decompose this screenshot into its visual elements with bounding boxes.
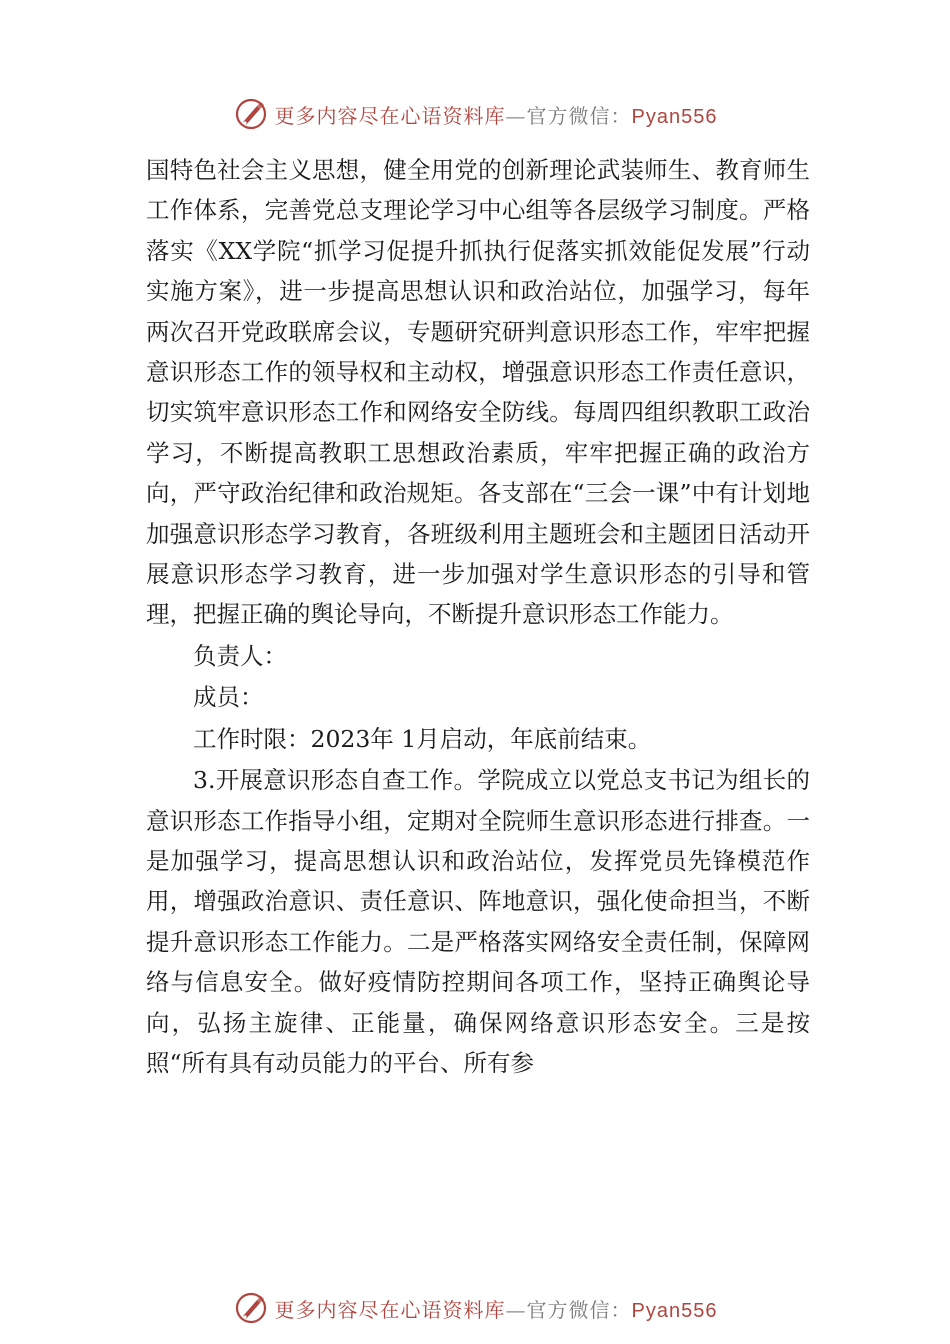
header-text-label: 官方微信： bbox=[526, 103, 632, 128]
members-line: 成员： bbox=[193, 683, 264, 712]
footer-text-main: 更多内容尽在心语资料库 bbox=[274, 1297, 506, 1322]
body-paragraph-1: 国特色社会主义思想，健全用党的创新理论武装师生、教育师生工作体系，完善党总支理论学习中心组等各层级学习制度。严格落实《XX学院“抓学习促提升抓执行促落实抓效能促发展”行动实施方案》，进一步提高思想认识和政治站位，加强学习，每年两次召开党政联席会议，专题研究研判意识形态工作，牢牢把握意识形态工作的领导权和主动权，增强意识形态工作责任意识，切实筑牢意识形态工作和网络安全防线。每周四组织教职工政治学习，不断提高教职工思想政治素质，牢牢把握正确的政治方向，严守政治纪律和政治规矩。各支部在“三会一课”中有计划地加强意识形态学习教育，各班级利用主题班会和主题团日活动开展意识形态学习教育，进一步加强对学生意识形态的引导和管理，把握正确的舆论导向，不断提升意识形态工作能力。 bbox=[146, 156, 810, 629]
header-banner bbox=[0, 94, 950, 134]
footer-text-label: 官方微信： bbox=[526, 1297, 632, 1322]
body-paragraph-2: 3.开展意识形态自查工作。学院成立以党总支书记为组长的意识形态工作指导小组，定期对全院师生意识形态进行排查。一是加强学习，提高思想认识和政治站位，发挥党员先锋模范作用，增强政治意识、责任意识、阵地意识，强化使命担当，不断提升意识形态工作能力。二是严格落实网络安全责任制，保障网络与信息安全。做好疫情防控期间各项工作，坚持正确舆论导向，弘扬主旋律、正能量，确保网络意识形态安全。三是按照“所有具有动员能力的平台、所有参 bbox=[146, 766, 810, 1077]
footer-banner bbox=[0, 1288, 950, 1328]
timeline-line: 工作时限：2023年 1月启动，年底前结束。 bbox=[193, 724, 652, 753]
pen-nib-seal-icon bbox=[233, 1290, 269, 1326]
footer-text-id: Pyan556 bbox=[631, 1299, 718, 1322]
document-body bbox=[146, 150, 810, 1083]
footer-text-sep: — bbox=[505, 1297, 527, 1322]
header-text-main: 更多内容尽在心语资料库 bbox=[274, 103, 506, 128]
footer-banner-text bbox=[275, 1294, 718, 1323]
header-banner-text bbox=[275, 100, 718, 129]
header-text-sep: — bbox=[505, 103, 527, 128]
pen-nib-seal-icon bbox=[233, 96, 269, 132]
responsible-line: 负责人： bbox=[193, 641, 287, 670]
header-text-id: Pyan556 bbox=[631, 105, 718, 128]
